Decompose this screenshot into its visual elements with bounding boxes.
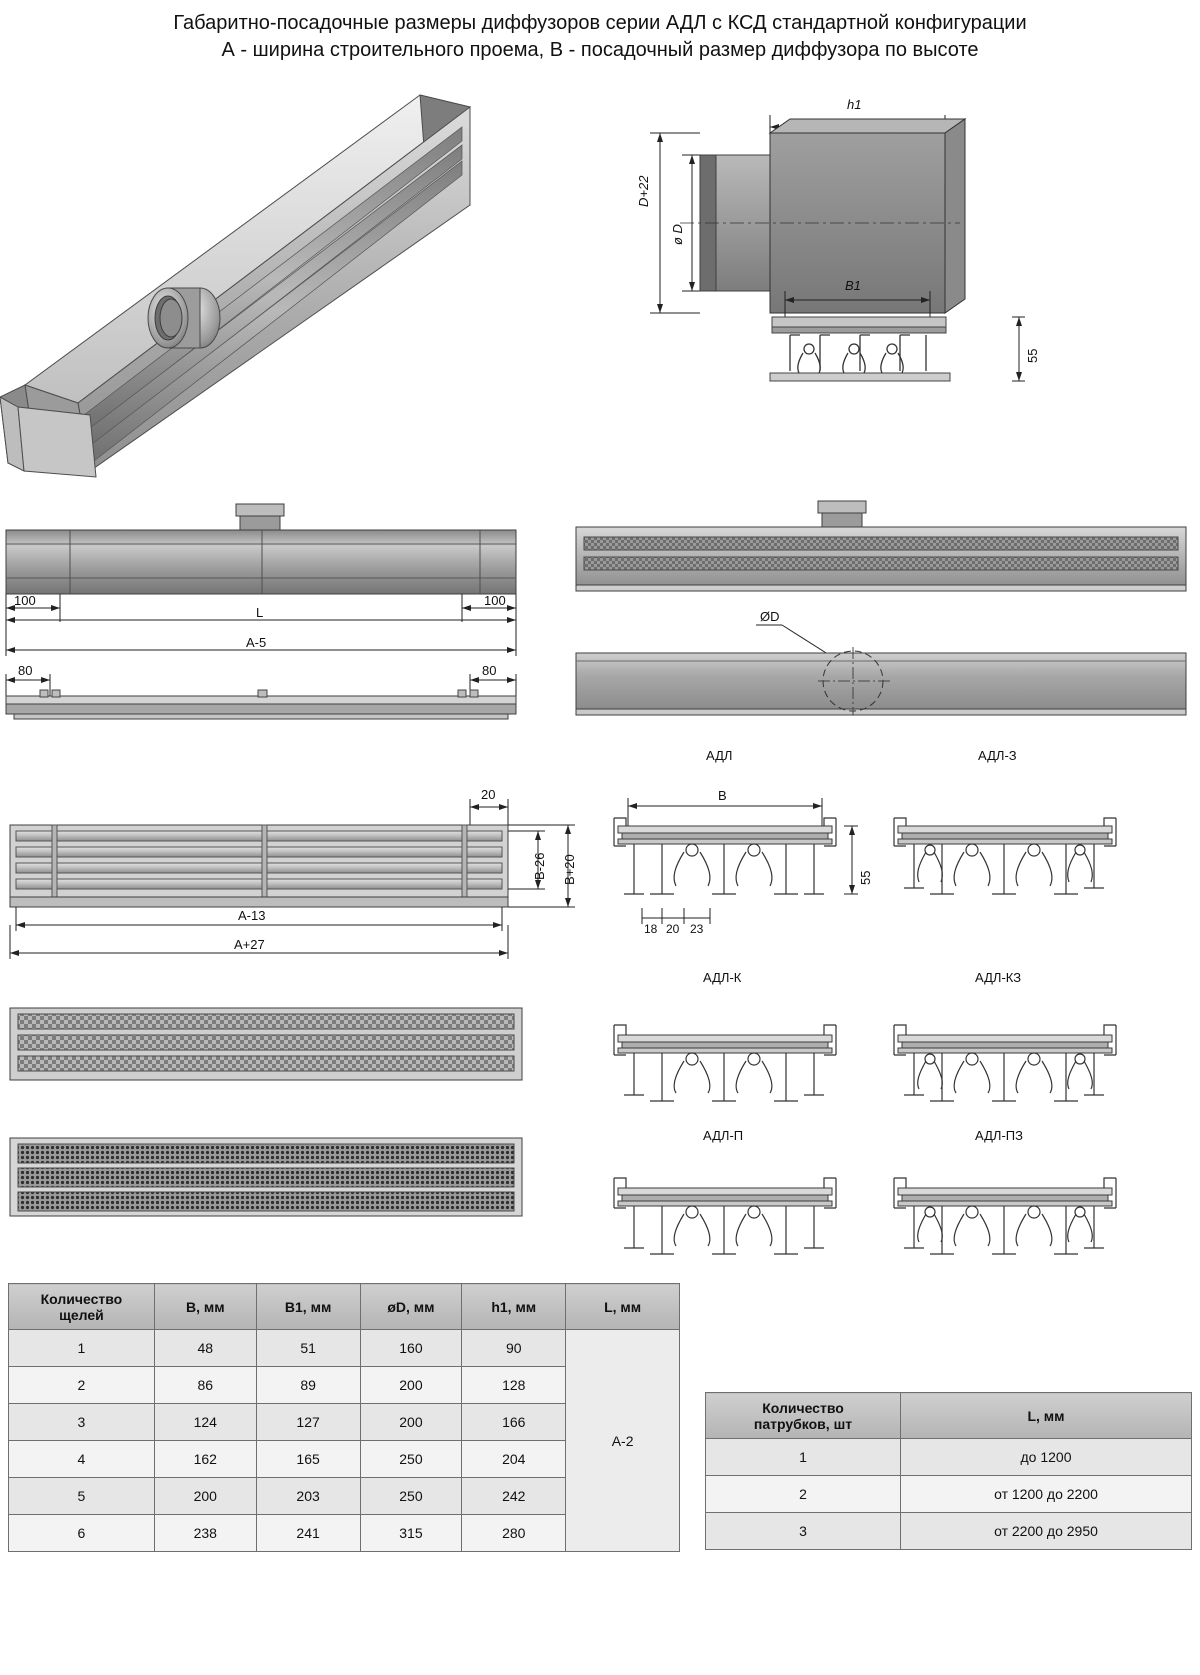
cell-b: 162: [154, 1441, 256, 1478]
end-view-drawing: [620, 95, 1190, 425]
th-l: L, мм: [566, 1284, 680, 1330]
variant-label-adl-kz: АДЛ-КЗ: [975, 970, 1022, 985]
section-adl-kz: [880, 995, 1150, 1140]
cell-pipe-l: от 1200 до 2200: [901, 1476, 1192, 1513]
cell-pipe-l: до 1200: [901, 1439, 1192, 1476]
dim-OD-label: ØD: [760, 609, 780, 624]
dim-phid-label: ø D: [670, 224, 685, 245]
dim-b20-label: В+20: [562, 854, 577, 885]
dim-100-right-label: 100: [484, 593, 506, 608]
top-view-with-spigot: [0, 500, 545, 670]
dim-18-label: 18: [644, 922, 658, 936]
cell-d: 200: [360, 1367, 462, 1404]
dim-b1-label: B1: [845, 278, 861, 293]
th-h1: h1, мм: [462, 1284, 566, 1330]
th-pipe-count-line1: Количество: [762, 1399, 844, 1416]
cell-h1: 242: [462, 1478, 566, 1515]
dim-23-label: 23: [690, 922, 704, 936]
dimensions-table: [8, 1283, 680, 1552]
cell-slots: 4: [9, 1441, 155, 1478]
cell-h1: 90: [462, 1330, 566, 1367]
dim-A5-label: А-5: [246, 635, 267, 650]
cell-b1: 203: [256, 1478, 360, 1515]
cell-b: 86: [154, 1367, 256, 1404]
cell-pipe-l: от 2200 до 2950: [901, 1513, 1192, 1550]
th-pipe-l: L, мм: [901, 1393, 1192, 1439]
cell-slots: 6: [9, 1515, 155, 1552]
cell-slots: 1: [9, 1330, 155, 1367]
cell-pipe-count: 3: [706, 1513, 901, 1550]
cell-h1: 128: [462, 1367, 566, 1404]
dim-100-left-label: 100: [14, 593, 36, 608]
variant-label-adl: АДЛ: [706, 748, 733, 763]
side-view-with-duct-dia: [570, 605, 1195, 730]
dim-20-label: 20: [481, 787, 496, 802]
variant-label-adl-pz: АДЛ-ПЗ: [975, 1128, 1023, 1143]
th-pipe-count-line2: патрубков, шт: [753, 1415, 853, 1432]
front-view-slotted: [570, 495, 1195, 605]
variant-label-adl-p: АДЛ-П: [703, 1128, 744, 1143]
cell-b: 124: [154, 1404, 256, 1441]
dim-a27-label: А+27: [234, 937, 265, 952]
table-row: [9, 1330, 680, 1367]
section-adl-pz: [880, 1152, 1150, 1297]
cell-b1: 51: [256, 1330, 360, 1367]
table-row: [706, 1513, 1192, 1550]
th-slots-line2: щелей: [59, 1306, 104, 1323]
dim-d22-label: D+22: [636, 175, 651, 207]
section-adl: [600, 780, 873, 950]
cell-slots: 2: [9, 1367, 155, 1404]
variant-label-adl-z: АДЛ-З: [978, 748, 1017, 763]
section-adl-z: [880, 780, 1150, 930]
cell-h1: 166: [462, 1404, 566, 1441]
cell-l-merged: А-2: [566, 1330, 680, 1552]
page-title: [0, 0, 1200, 64]
cell-b: 48: [154, 1330, 256, 1367]
dim-80-left-label: 80: [18, 663, 33, 678]
isometric-diffuser-view: [0, 85, 530, 485]
dim-20-section-label: 20: [666, 922, 680, 936]
cell-d: 315: [360, 1515, 462, 1552]
dim-B-label: В: [718, 788, 727, 803]
table-row: [706, 1439, 1192, 1476]
blade-view-a13: [0, 785, 590, 970]
cell-b: 200: [154, 1478, 256, 1515]
cell-b1: 165: [256, 1441, 360, 1478]
th-d: øD, мм: [360, 1284, 462, 1330]
section-adl-k: [600, 995, 870, 1140]
perforated-panel-view-1: [0, 1000, 545, 1090]
title-line-1: Габаритно-посадочные размеры диффузоров серии АДЛ с КСД стандартной конфигурации: [173, 12, 1027, 34]
cell-d: 200: [360, 1404, 462, 1441]
cell-pipe-count: 2: [706, 1476, 901, 1513]
dim-L-label: L: [256, 605, 264, 620]
table-header-row: [9, 1284, 680, 1330]
table-row: [706, 1476, 1192, 1513]
perforated-panel-view-2: [0, 1130, 545, 1225]
cell-slots: 5: [9, 1478, 155, 1515]
dim-55-label: 55: [1025, 348, 1040, 363]
th-b: В, мм: [154, 1284, 256, 1330]
cell-d: 160: [360, 1330, 462, 1367]
section-adl-p: [600, 1152, 870, 1297]
cell-d: 250: [360, 1441, 462, 1478]
cell-b: 238: [154, 1515, 256, 1552]
th-slots-line1: Количество: [40, 1290, 123, 1307]
cell-slots: 3: [9, 1404, 155, 1441]
th-slots: [9, 1284, 155, 1330]
title-line-2: А - ширина строительного проема, В - посадочный размер диффузора по высоте: [221, 39, 979, 61]
cell-h1: 204: [462, 1441, 566, 1478]
pipe-count-table: [705, 1392, 1192, 1550]
pipe-table-header-row: [706, 1393, 1192, 1439]
cell-h1: 280: [462, 1515, 566, 1552]
cell-d: 250: [360, 1478, 462, 1515]
cell-b1: 89: [256, 1367, 360, 1404]
dim-80-right-label: 80: [482, 663, 497, 678]
variant-label-adl-k: АДЛ-К: [703, 970, 742, 985]
dim-h1-label: h1: [847, 97, 862, 112]
dim-55-section-label: 55: [858, 870, 873, 885]
dim-b26-label: В-26: [532, 852, 547, 880]
side-view-80: [0, 660, 545, 740]
cell-pipe-count: 1: [706, 1439, 901, 1476]
th-pipe-count: [706, 1393, 901, 1439]
cell-b1: 127: [256, 1404, 360, 1441]
dim-a13-label: А-13: [238, 908, 266, 923]
th-b1: В1, мм: [256, 1284, 360, 1330]
cell-b1: 241: [256, 1515, 360, 1552]
